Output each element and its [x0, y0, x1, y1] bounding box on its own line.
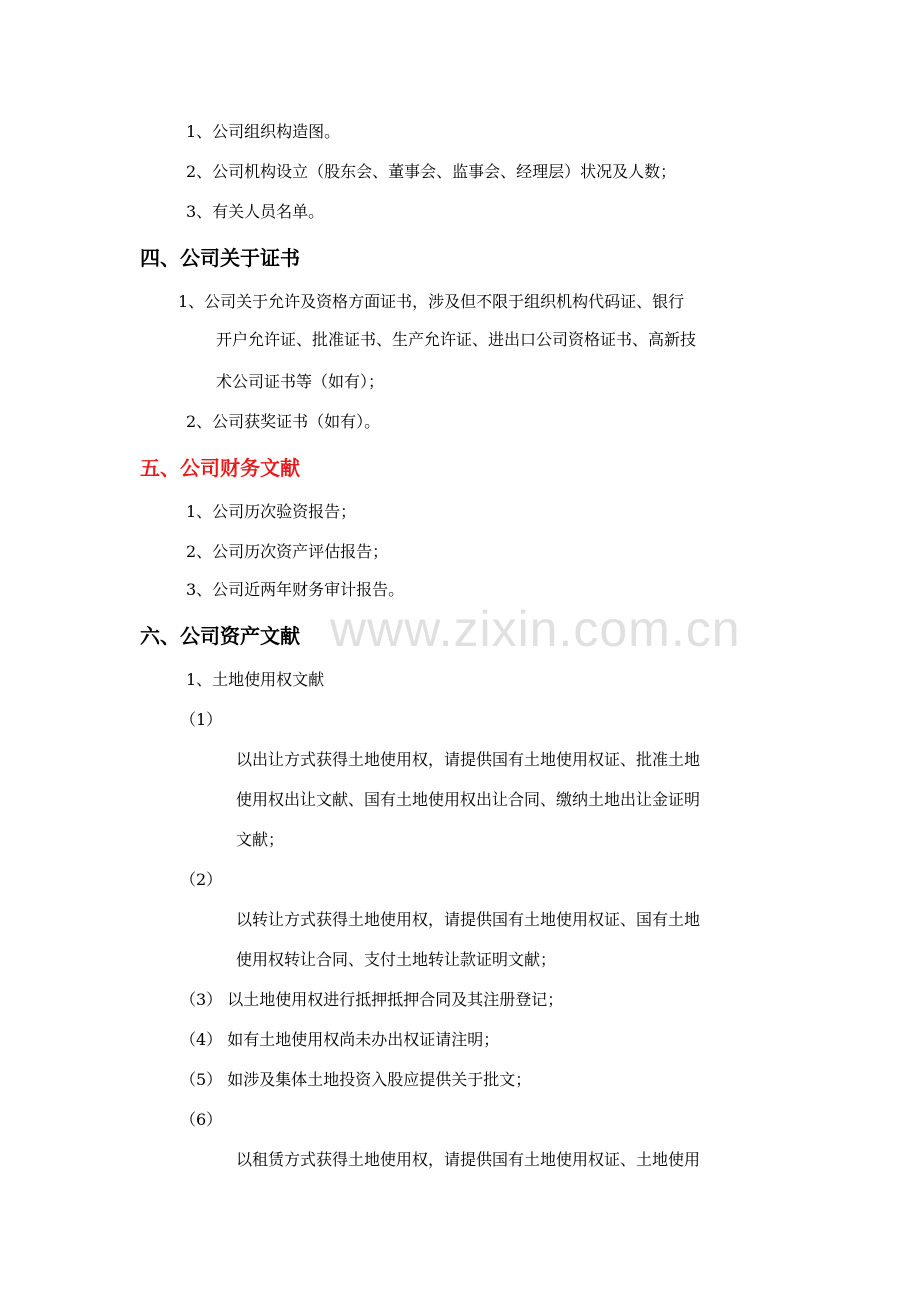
- org-item-1: 1、公司组织构造图。: [186, 122, 341, 141]
- cert-item-1-line-2: 开户允许证、批准证书、生产允许证、进出口公司资格证书、高新技: [216, 330, 697, 349]
- point-6-line-1: 以租赁方式获得土地使用权，请提供国有土地使用权证、土地使用: [236, 1150, 701, 1169]
- point-2-line-2: 使用权转让合同、支付土地转让款证明文献；: [236, 950, 557, 969]
- section-6-heading: 六、公司资产文献: [140, 624, 300, 648]
- point-6-label: （6）: [180, 1110, 223, 1129]
- finance-item-3: 3、公司近两年财务审计报告。: [186, 580, 405, 599]
- section-4-heading: 四、公司关于证书: [140, 246, 300, 270]
- point-1-line-2: 使用权出让文献、国有土地使用权出让合同、缴纳土地出让金证明: [236, 790, 701, 809]
- finance-item-1: 1、公司历次验资报告；: [186, 502, 357, 521]
- point-1-label: （1）: [180, 710, 223, 729]
- cert-item-1-line-3: 术公司证书等（如有）；: [216, 372, 385, 391]
- section-5-heading: 五、公司财务文献: [140, 456, 300, 480]
- point-2-line-1: 以转让方式获得土地使用权，请提供国有土地使用权证、国有土地: [236, 910, 701, 929]
- point-5: （5） 如涉及集体土地投资入股应提供关于批文；: [180, 1070, 532, 1089]
- finance-item-2: 2、公司历次资产评估报告；: [186, 542, 389, 561]
- watermark: www.zixin.com.cn: [330, 601, 741, 657]
- point-2-label: （2）: [180, 870, 223, 889]
- point-1-line-1: 以出让方式获得土地使用权，请提供国有土地使用权证、批准土地: [236, 750, 701, 769]
- org-item-3: 3、有关人员名单。: [186, 202, 325, 221]
- cert-item-1-line-1: 1、公司关于允许及资格方面证书，涉及但不限于组织机构代码证、银行: [178, 292, 685, 311]
- cert-item-2: 2、公司获奖证书（如有）。: [186, 412, 381, 431]
- point-4: （4） 如有土地使用权尚未办出权证请注明；: [180, 1030, 500, 1049]
- point-1-line-3: 文献；: [236, 830, 285, 849]
- point-3: （3） 以土地使用权进行抵押抵押合同及其注册登记；: [180, 990, 564, 1009]
- land-use-subheading: 1、土地使用权文献: [186, 670, 325, 689]
- org-item-2: 2、公司机构设立（股东会、董事会、监事会、经理层）状况及人数；: [186, 162, 677, 181]
